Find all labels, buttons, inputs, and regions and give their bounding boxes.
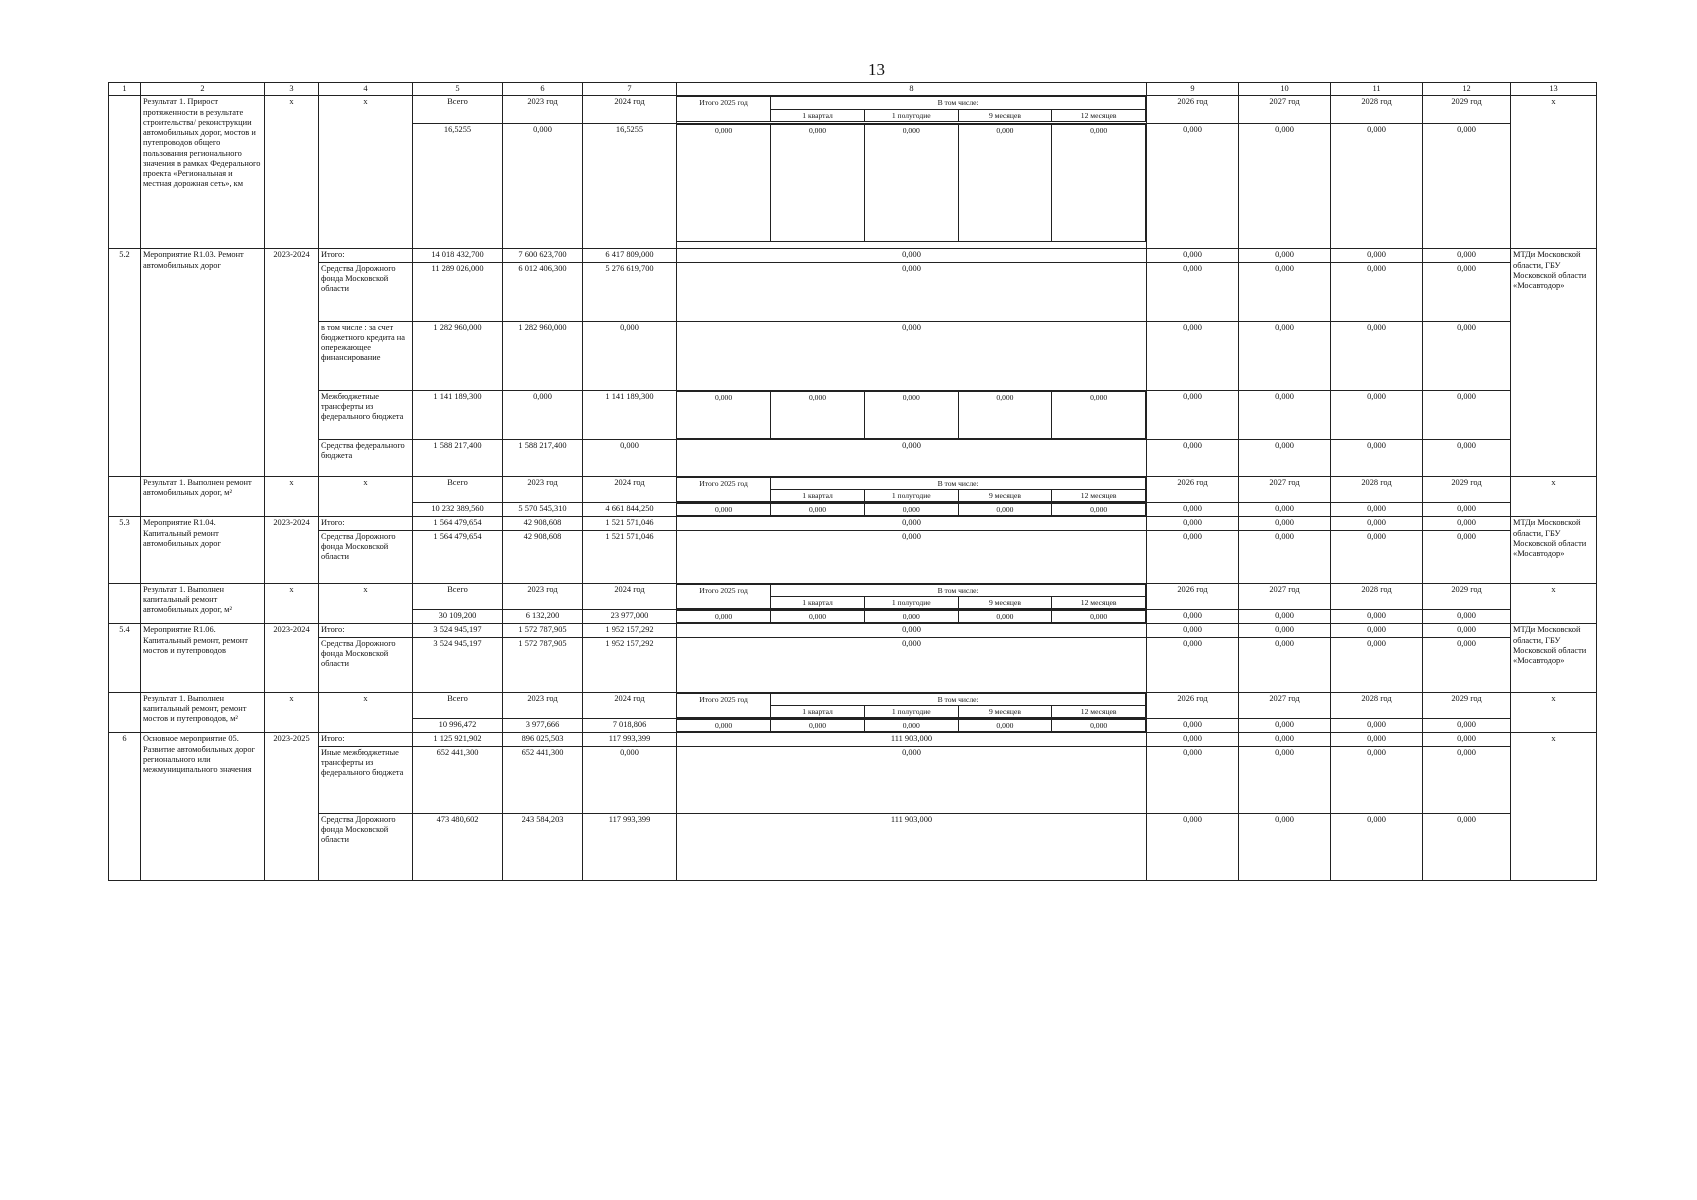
cell-2026: 0,000 bbox=[1147, 503, 1239, 517]
m6-row-fund bbox=[109, 813, 1597, 880]
m52-row-credit bbox=[109, 321, 1597, 390]
hdr-itogo-2025: Итого 2025 год bbox=[677, 477, 771, 502]
row-number: 6 bbox=[109, 733, 141, 880]
hdr-itogo-2025: Итого 2025 год bbox=[677, 693, 771, 718]
cell-2026: 0,000 bbox=[1147, 262, 1239, 321]
cell-2025: 111 903,000 bbox=[677, 813, 1147, 880]
row-number: 5.3 bbox=[109, 517, 141, 583]
hdr-m12: 12 месяцев bbox=[1052, 596, 1146, 608]
cell-x: х bbox=[1511, 476, 1597, 517]
hdr-itogo-2025: Итого 2025 год bbox=[677, 584, 771, 609]
hdr-2028: 2028 год bbox=[1331, 583, 1423, 610]
hdr-2027: 2027 год bbox=[1239, 96, 1331, 124]
hdr-v-tom-chisle: В том числе: bbox=[771, 477, 1146, 489]
cell-2027: 0,000 bbox=[1239, 390, 1331, 439]
measure-period: 2023-2024 bbox=[265, 249, 319, 476]
cell-val: 0,000 bbox=[864, 391, 958, 438]
cell-2029: 0,000 bbox=[1423, 439, 1511, 476]
hdr-vsego: Всего bbox=[413, 476, 503, 503]
m53-row-itogo bbox=[109, 517, 1597, 530]
cell-2029: 0,000 bbox=[1423, 249, 1511, 262]
cell-vsego: 30 109,200 bbox=[413, 610, 503, 624]
cell-2027: 0,000 bbox=[1239, 530, 1331, 583]
hdr-2023: 2023 год bbox=[503, 692, 583, 719]
budget-table bbox=[108, 82, 1597, 881]
m54-row-itogo bbox=[109, 624, 1597, 637]
cell-2024: 0,000 bbox=[583, 321, 677, 390]
hdr-vsego: Всего bbox=[413, 96, 503, 124]
cell-2025: 0,000 bbox=[677, 530, 1147, 583]
hdr-2027: 2027 год bbox=[1239, 476, 1331, 503]
cell-val: 0,000 bbox=[771, 504, 865, 516]
cell-2024: 7 018,806 bbox=[583, 719, 677, 733]
cell-2027: 0,000 bbox=[1239, 637, 1331, 692]
cell-2028: 0,000 bbox=[1331, 624, 1423, 637]
cell-2025: 0,000 bbox=[677, 517, 1147, 530]
cell-val: 0,000 bbox=[677, 125, 771, 242]
cell-2029: 0,000 bbox=[1423, 813, 1511, 880]
executor: МТДи Московской области, ГБУ Московской области «Мосавтодор» bbox=[1511, 517, 1597, 583]
cell-2029: 0,000 bbox=[1423, 733, 1511, 746]
cell-2029: 0,000 bbox=[1423, 610, 1511, 624]
row-number: 5.2 bbox=[109, 249, 141, 476]
cell-2028: 0,000 bbox=[1331, 124, 1423, 249]
cell-2027: 0,000 bbox=[1239, 733, 1331, 746]
cell-2023: 1 588 217,400 bbox=[503, 439, 583, 476]
cell-x: х bbox=[265, 583, 319, 624]
cell-2025: 0,000 bbox=[677, 262, 1147, 321]
cell-2029: 0,000 bbox=[1423, 746, 1511, 813]
cell-2024: 23 977,000 bbox=[583, 610, 677, 624]
cell-vsego: 652 441,300 bbox=[413, 746, 503, 813]
m6-row-itogo bbox=[109, 733, 1597, 746]
cell-2026: 0,000 bbox=[1147, 321, 1239, 390]
cell-val: 0,000 bbox=[771, 611, 865, 623]
cell-2026: 0,000 bbox=[1147, 390, 1239, 439]
cell-vsego: 1 564 479,654 bbox=[413, 517, 503, 530]
cell-2026: 0,000 bbox=[1147, 439, 1239, 476]
hdr-2024: 2024 год bbox=[583, 476, 677, 503]
col-num: 7 bbox=[583, 83, 677, 96]
cell-vsego: 14 018 432,700 bbox=[413, 249, 503, 262]
m54-row-fund bbox=[109, 637, 1597, 692]
result-name: Результат 1. Выполнен ремонт автомобильных дорог, м² bbox=[141, 476, 265, 517]
cell-2026: 0,000 bbox=[1147, 530, 1239, 583]
hdr-v-tom-chisle: В том числе: bbox=[771, 584, 1146, 596]
m53-row-fund bbox=[109, 530, 1597, 583]
cell-x: х bbox=[319, 583, 413, 624]
hdr-2026: 2026 год bbox=[1147, 96, 1239, 124]
cell-2027: 0,000 bbox=[1239, 503, 1331, 517]
cell-val: 0,000 bbox=[958, 125, 1052, 242]
cell-val: 0,000 bbox=[864, 611, 958, 623]
page-number: 13 bbox=[868, 60, 885, 79]
cell-2024: 5 276 619,700 bbox=[583, 262, 677, 321]
hdr-2027: 2027 год bbox=[1239, 692, 1331, 719]
result-name: Результат 1. Выполнен капитальный ремонт, ремонт мостов и путепроводов, м² bbox=[141, 692, 265, 733]
source-label: Итого: bbox=[319, 517, 413, 530]
col-num: 3 bbox=[265, 83, 319, 96]
cell-vsego: 1 125 921,902 bbox=[413, 733, 503, 746]
cell-2024: 1 141 189,300 bbox=[583, 390, 677, 439]
hdr-2029: 2029 год bbox=[1423, 583, 1511, 610]
cell-2029: 0,000 bbox=[1423, 124, 1511, 249]
cell-val: 0,000 bbox=[864, 720, 958, 732]
cell-2025: 0,000 bbox=[677, 321, 1147, 390]
cell-2028: 0,000 bbox=[1331, 637, 1423, 692]
hdr-m12: 12 месяцев bbox=[1052, 109, 1146, 121]
cell-2029: 0,000 bbox=[1423, 503, 1511, 517]
m54-result-header bbox=[109, 692, 1597, 719]
hdr-m12: 12 месяцев bbox=[1052, 705, 1146, 717]
executor: МТДи Московской области, ГБУ Московской области «Мосавтодор» bbox=[1511, 249, 1597, 476]
col-num: 1 bbox=[109, 83, 141, 96]
source-label: Иные межбюджетные трансферты из федерального бюджета bbox=[319, 746, 413, 813]
cell-2023: 243 584,203 bbox=[503, 813, 583, 880]
cell-2023: 6 132,200 bbox=[503, 610, 583, 624]
cell-2023: 6 012 406,300 bbox=[503, 262, 583, 321]
cell-x: х bbox=[1511, 692, 1597, 733]
hdr-2024: 2024 год bbox=[583, 96, 677, 124]
hdr-h1: 1 полугодие bbox=[864, 705, 958, 717]
cell-x: х bbox=[265, 476, 319, 517]
source-label: в том числе : за счет бюджетного кредита на опережающее финансирование bbox=[319, 321, 413, 390]
cell-2023: 1 572 787,905 bbox=[503, 624, 583, 637]
cell-2025: 0,000 bbox=[677, 439, 1147, 476]
cell-2029: 0,000 bbox=[1423, 262, 1511, 321]
cell-2023: 0,000 bbox=[503, 390, 583, 439]
result1-header-row bbox=[109, 96, 1597, 124]
m6-row-transfers bbox=[109, 746, 1597, 813]
cell-2027: 0,000 bbox=[1239, 249, 1331, 262]
cell-2024: 16,5255 bbox=[583, 124, 677, 249]
m52-row-transfers bbox=[109, 390, 1597, 439]
cell-2023: 7 600 623,700 bbox=[503, 249, 583, 262]
cell-2027: 0,000 bbox=[1239, 439, 1331, 476]
measure-name: Мероприятие R1.04. Капитальный ремонт автомобильных дорог bbox=[141, 517, 265, 583]
col-num: 6 bbox=[503, 83, 583, 96]
cell-val: 0,000 bbox=[864, 504, 958, 516]
measure-name: Основное мероприятие 05. Развитие автомобильных дорог регионального или межмуниципального значения bbox=[141, 733, 265, 880]
hdr-itogo-2025: Итого 2025 год bbox=[677, 97, 771, 122]
cell-2026: 0,000 bbox=[1147, 813, 1239, 880]
measure-name: Мероприятие R1.03. Ремонт автомобильных дорог bbox=[141, 249, 265, 476]
col-num: 8 bbox=[677, 83, 1147, 96]
cell-2028: 0,000 bbox=[1331, 517, 1423, 530]
hdr-2029: 2029 год bbox=[1423, 96, 1511, 124]
hdr-2028: 2028 год bbox=[1331, 476, 1423, 503]
cell-2029: 0,000 bbox=[1423, 517, 1511, 530]
col-num: 12 bbox=[1423, 83, 1511, 96]
hdr-vsego: Всего bbox=[413, 583, 503, 610]
cell-2028: 0,000 bbox=[1331, 439, 1423, 476]
cell-2024: 6 417 809,000 bbox=[583, 249, 677, 262]
cell-2028: 0,000 bbox=[1331, 321, 1423, 390]
cell-val: 0,000 bbox=[958, 504, 1052, 516]
cell-2026: 0,000 bbox=[1147, 517, 1239, 530]
cell-2028: 0,000 bbox=[1331, 503, 1423, 517]
cell-val: 0,000 bbox=[677, 391, 771, 438]
cell-2027: 0,000 bbox=[1239, 124, 1331, 249]
source-label: Средства федерального бюджета bbox=[319, 439, 413, 476]
hdr-v-tom-chisle: В том числе: bbox=[771, 693, 1146, 705]
result-name: Результат 1. Выполнен капитальный ремонт автомобильных дорог, м² bbox=[141, 583, 265, 624]
col-num: 2 bbox=[141, 83, 265, 96]
cell-val: 0,000 bbox=[958, 720, 1052, 732]
cell-2024: 0,000 bbox=[583, 439, 677, 476]
cell-2024: 117 993,399 bbox=[583, 733, 677, 746]
cell-vsego: 1 564 479,654 bbox=[413, 530, 503, 583]
cell-val: 0,000 bbox=[958, 391, 1052, 438]
cell-2028: 0,000 bbox=[1331, 390, 1423, 439]
col-num: 13 bbox=[1511, 83, 1597, 96]
hdr-2026: 2026 год bbox=[1147, 476, 1239, 503]
cell-2023: 1 572 787,905 bbox=[503, 637, 583, 692]
result1-name: Результат 1. Прирост протяженности в результате строительства/ реконструкции автомобильных дорог, мостов и путепроводов общего пользования регионального значения в рамках Федерального проекта «Региональная и местная дорожная сеть», км bbox=[141, 96, 265, 249]
source-label: Средства Дорожного фонда Московской области bbox=[319, 530, 413, 583]
hdr-2026: 2026 год bbox=[1147, 583, 1239, 610]
source-label: Средства Дорожного фонда Московской области bbox=[319, 637, 413, 692]
hdr-h1: 1 полугодие bbox=[864, 489, 958, 501]
col-num: 9 bbox=[1147, 83, 1239, 96]
cell-2025: 0,000 bbox=[677, 746, 1147, 813]
cell-2025: 0,000 bbox=[677, 249, 1147, 262]
hdr-m9: 9 месяцев bbox=[958, 596, 1052, 608]
source-label: Межбюджетные трансферты из федерального бюджета bbox=[319, 390, 413, 439]
cell-2028: 0,000 bbox=[1331, 719, 1423, 733]
m52-row-itogo bbox=[109, 249, 1597, 262]
hdr-h1: 1 полугодие bbox=[864, 596, 958, 608]
hdr-2028: 2028 год bbox=[1331, 692, 1423, 719]
cell-x: х bbox=[265, 692, 319, 733]
cell-2023: 652 441,300 bbox=[503, 746, 583, 813]
cell-val: 0,000 bbox=[677, 720, 771, 732]
cell-x: х bbox=[319, 692, 413, 733]
hdr-v-tom-chisle: В том числе: bbox=[771, 97, 1146, 109]
hdr-2023: 2023 год bbox=[503, 583, 583, 610]
cell-2023: 42 908,608 bbox=[503, 517, 583, 530]
hdr-2029: 2029 год bbox=[1423, 476, 1511, 503]
row-number: 5.4 bbox=[109, 624, 141, 692]
cell-2024: 1 521 571,046 bbox=[583, 530, 677, 583]
cell-2027: 0,000 bbox=[1239, 517, 1331, 530]
hdr-m9: 9 месяцев bbox=[958, 489, 1052, 501]
cell-2029: 0,000 bbox=[1423, 719, 1511, 733]
hdr-q1: 1 квартал bbox=[771, 109, 865, 121]
col-num: 5 bbox=[413, 83, 503, 96]
cell-val: 0,000 bbox=[958, 611, 1052, 623]
cell-2028: 0,000 bbox=[1331, 530, 1423, 583]
executor: МТДи Московской области, ГБУ Московской области «Мосавтодор» bbox=[1511, 624, 1597, 692]
cell-x: х bbox=[1511, 583, 1597, 624]
cell-vsego: 1 282 960,000 bbox=[413, 321, 503, 390]
cell-2024: 1 952 157,292 bbox=[583, 624, 677, 637]
col-num: 4 bbox=[319, 83, 413, 96]
hdr-2024: 2024 год bbox=[583, 692, 677, 719]
hdr-m12: 12 месяцев bbox=[1052, 489, 1146, 501]
executor: х bbox=[1511, 733, 1597, 880]
cell-vsego: 10 232 389,560 bbox=[413, 503, 503, 517]
cell-2026: 0,000 bbox=[1147, 719, 1239, 733]
cell-2027: 0,000 bbox=[1239, 321, 1331, 390]
cell-2024: 1 952 157,292 bbox=[583, 637, 677, 692]
cell-2026: 0,000 bbox=[1147, 624, 1239, 637]
hdr-h1: 1 полугодие bbox=[864, 109, 958, 121]
cell-2028: 0,000 bbox=[1331, 249, 1423, 262]
cell-val: 0,000 bbox=[1052, 125, 1146, 242]
cell-2025: 111 903,000 bbox=[677, 733, 1147, 746]
hdr-q1: 1 квартал bbox=[771, 596, 865, 608]
cell-2027: 0,000 bbox=[1239, 813, 1331, 880]
measure-period: 2023-2025 bbox=[265, 733, 319, 880]
cell-val: 0,000 bbox=[864, 125, 958, 242]
cell-val: 0,000 bbox=[677, 611, 771, 623]
source-label: Средства Дорожного фонда Московской области bbox=[319, 262, 413, 321]
cell-2027: 0,000 bbox=[1239, 719, 1331, 733]
cell-vsego: 10 996,472 bbox=[413, 719, 503, 733]
cell-2023: 3 977,666 bbox=[503, 719, 583, 733]
cell-val: 0,000 bbox=[1052, 504, 1146, 516]
cell-2026: 0,000 bbox=[1147, 610, 1239, 624]
cell-x: х bbox=[319, 96, 413, 249]
cell-2024: 117 993,399 bbox=[583, 813, 677, 880]
cell-vsego: 3 524 945,197 bbox=[413, 624, 503, 637]
cell-2028: 0,000 bbox=[1331, 813, 1423, 880]
m52-row-fund bbox=[109, 262, 1597, 321]
cell-2023: 5 570 545,310 bbox=[503, 503, 583, 517]
cell-2029: 0,000 bbox=[1423, 637, 1511, 692]
cell-2026: 0,000 bbox=[1147, 746, 1239, 813]
hdr-2027: 2027 год bbox=[1239, 583, 1331, 610]
col-num: 10 bbox=[1239, 83, 1331, 96]
hdr-m9: 9 месяцев bbox=[958, 705, 1052, 717]
cell-2027: 0,000 bbox=[1239, 746, 1331, 813]
source-label: Итого: bbox=[319, 733, 413, 746]
cell-2027: 0,000 bbox=[1239, 610, 1331, 624]
hdr-2023: 2023 год bbox=[503, 96, 583, 124]
cell-2028: 0,000 bbox=[1331, 733, 1423, 746]
cell-2023: 42 908,608 bbox=[503, 530, 583, 583]
cell-2026: 0,000 bbox=[1147, 124, 1239, 249]
measure-period: 2023-2024 bbox=[265, 517, 319, 583]
cell-2029: 0,000 bbox=[1423, 390, 1511, 439]
cell-val: 0,000 bbox=[771, 125, 865, 242]
source-label: Итого: bbox=[319, 249, 413, 262]
cell-x: х bbox=[1511, 96, 1597, 249]
cell-2028: 0,000 bbox=[1331, 610, 1423, 624]
cell-val: 0,000 bbox=[1052, 611, 1146, 623]
cell-vsego: 3 524 945,197 bbox=[413, 637, 503, 692]
cell-2024: 1 521 571,046 bbox=[583, 517, 677, 530]
hdr-m9: 9 месяцев bbox=[958, 109, 1052, 121]
measure-name: Мероприятие R1.06. Капитальный ремонт, ремонт мостов и путепроводов bbox=[141, 624, 265, 692]
cell-2025: 0,000 bbox=[677, 637, 1147, 692]
hdr-2029: 2029 год bbox=[1423, 692, 1511, 719]
cell-2028: 0,000 bbox=[1331, 746, 1423, 813]
cell-2027: 0,000 bbox=[1239, 624, 1331, 637]
cell-2023: 896 025,503 bbox=[503, 733, 583, 746]
cell-val: 0,000 bbox=[771, 720, 865, 732]
source-label: Итого: bbox=[319, 624, 413, 637]
cell-2025: 0,000 bbox=[677, 624, 1147, 637]
cell-val: 0,000 bbox=[1052, 720, 1146, 732]
column-number-row bbox=[109, 83, 1597, 96]
cell-2024: 4 661 844,250 bbox=[583, 503, 677, 517]
cell-2026: 0,000 bbox=[1147, 733, 1239, 746]
measure-period: 2023-2024 bbox=[265, 624, 319, 692]
cell-2024: 0,000 bbox=[583, 746, 677, 813]
cell-vsego: 1 141 189,300 bbox=[413, 390, 503, 439]
m52-result-header bbox=[109, 476, 1597, 503]
cell-2026: 0,000 bbox=[1147, 249, 1239, 262]
cell-val: 0,000 bbox=[677, 504, 771, 516]
hdr-2023: 2023 год bbox=[503, 476, 583, 503]
cell-x: х bbox=[319, 476, 413, 517]
cell-vsego: 473 480,602 bbox=[413, 813, 503, 880]
cell-2023: 0,000 bbox=[503, 124, 583, 249]
col-num: 11 bbox=[1331, 83, 1423, 96]
cell-val: 0,000 bbox=[1052, 391, 1146, 438]
cell-2029: 0,000 bbox=[1423, 321, 1511, 390]
cell-vsego: 11 289 026,000 bbox=[413, 262, 503, 321]
cell-2026: 0,000 bbox=[1147, 637, 1239, 692]
hdr-vsego: Всего bbox=[413, 692, 503, 719]
hdr-q1: 1 квартал bbox=[771, 489, 865, 501]
cell-2023: 1 282 960,000 bbox=[503, 321, 583, 390]
cell-2029: 0,000 bbox=[1423, 530, 1511, 583]
m53-result-header bbox=[109, 583, 1597, 610]
cell-vsego: 1 588 217,400 bbox=[413, 439, 503, 476]
cell-x: х bbox=[265, 96, 319, 249]
hdr-2024: 2024 год bbox=[583, 583, 677, 610]
cell-val: 0,000 bbox=[771, 391, 865, 438]
m52-row-federal bbox=[109, 439, 1597, 476]
hdr-2028: 2028 год bbox=[1331, 96, 1423, 124]
cell-2028: 0,000 bbox=[1331, 262, 1423, 321]
source-label: Средства Дорожного фонда Московской области bbox=[319, 813, 413, 880]
hdr-2026: 2026 год bbox=[1147, 692, 1239, 719]
cell-2029: 0,000 bbox=[1423, 624, 1511, 637]
hdr-q1: 1 квартал bbox=[771, 705, 865, 717]
cell-2027: 0,000 bbox=[1239, 262, 1331, 321]
cell-vsego: 16,5255 bbox=[413, 124, 503, 249]
